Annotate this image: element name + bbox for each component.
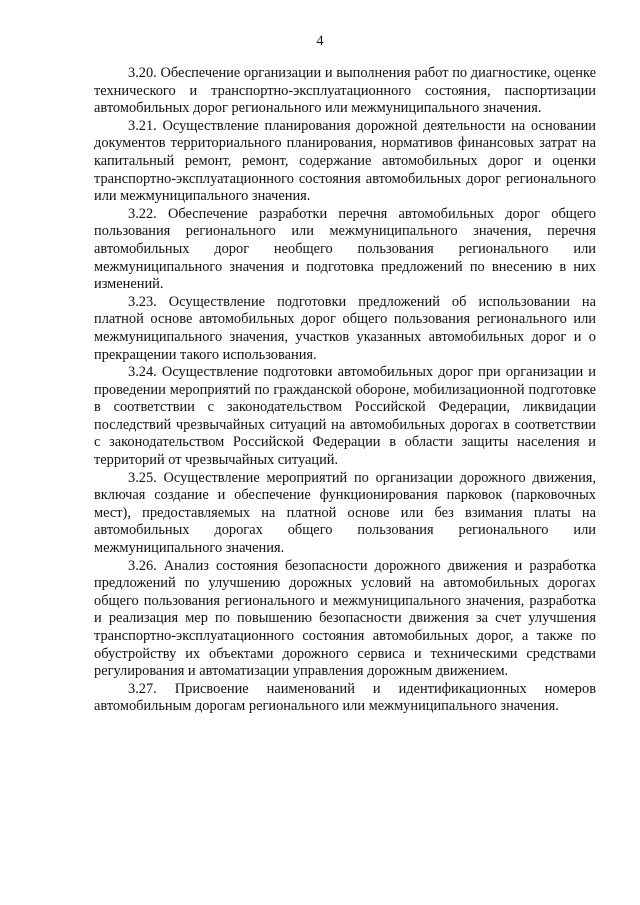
paragraph-3-27: 3.27. Присвоение наименований и идентификационных номеров автомобильным дорогам регионального или межмуниципального значения. — [94, 680, 596, 715]
paragraph-3-20: 3.20. Обеспечение организации и выполнения работ по диагностике, оценке технического и транспортно-эксплуатационного состояния, паспортизации автомобильных дорог регионального или межмуниципального значения. — [94, 65, 596, 117]
paragraph-3-26: 3.26. Анализ состояния безопасности дорожного движения и разработка предложений по улучшению дорожных условий на автомобильных дорогах общего пользования регионального и межмуниципального значения, разработка и реализация мер по повышению безопасности движения за счет улучшения транспортно-эксплуатационного состояния автомобильных дорог, а также по обустройству их объектами дорожного сервиса и техническими средствами регулирования и автоматизации управления дорожным движением. — [94, 557, 596, 680]
paragraph-3-24: 3.24. Осуществление подготовки автомобильных дорог при организации и проведении мероприятий по гражданской обороне, мобилизационной подготовке в соответствии с законодательством Российской Федерации, ликвидации последствий чрезвычайных ситуаций на автомобильных дорогах в соответствии с законодательством Российской Федерации в области защиты населения и территорий от чрезвычайных ситуаций. — [94, 364, 596, 469]
document-body — [94, 65, 596, 716]
page-number: 4 — [316, 33, 324, 49]
paragraph-3-21: 3.21. Осуществление планирования дорожной деятельности на основании документов территориального планирования, нормативов финансовых затрат на капитальный ремонт, ремонт, содержание автомобильных дорог и оценки транспортно-эксплуатационного состояния автомобильных дорог регионального или межмуниципального значения. — [94, 117, 596, 205]
paragraph-3-25: 3.25. Осуществление мероприятий по организации дорожного движения, включая создание и обеспечение функционирования парковок (парковочных мест), предоставляемых на платной основе или без взимания платы на автомобильных дорогах общего пользования регионального или межмуниципального значения. — [94, 469, 596, 557]
paragraph-3-22: 3.22. Обеспечение разработки перечня автомобильных дорог общего пользования регионального или межмуниципального значения, перечня автомобильных дорог необщего пользования регионального или межмуниципального значения и подготовка предложений по внесению в них изменений. — [94, 205, 596, 293]
paragraph-3-23: 3.23. Осуществление подготовки предложений об использовании на платной основе автомобильных дорог общего пользования регионального или межмуниципального значения, участков указанных автомобильных дорог и о прекращении такого использования. — [94, 293, 596, 363]
